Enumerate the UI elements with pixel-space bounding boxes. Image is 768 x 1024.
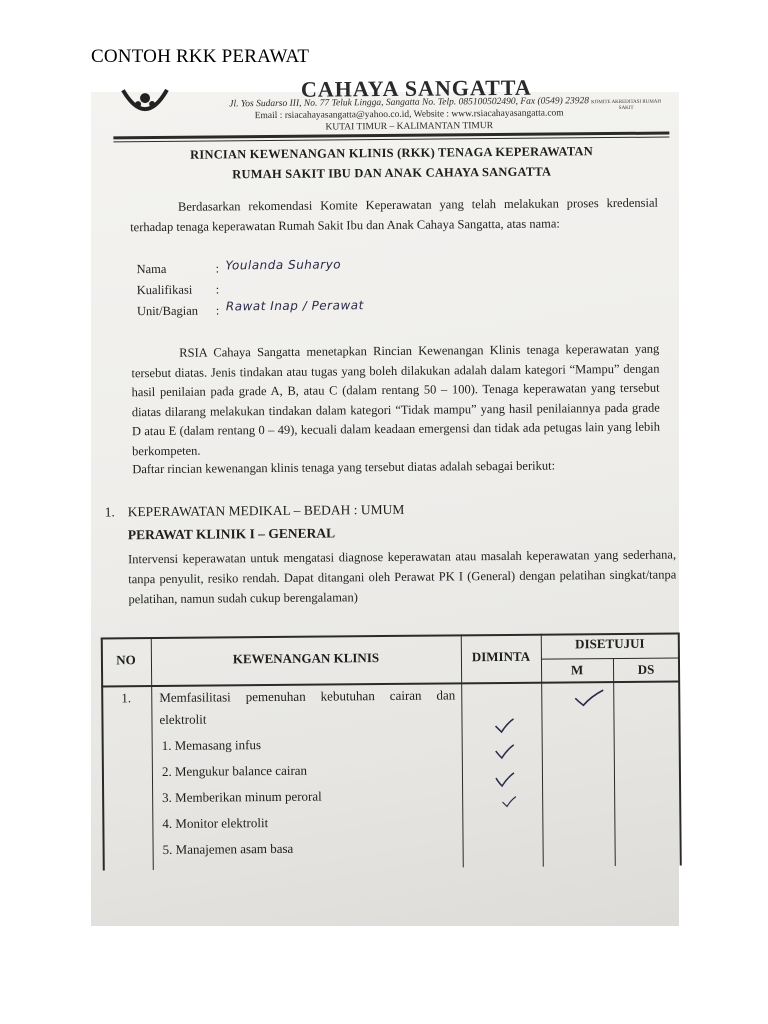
- accreditation-badge: KOMITE AKREDITASI RUMAH SAKIT: [591, 99, 662, 111]
- letterhead-address: Jl. Yos Sudarso III, No. 77 Teluk Lingga, Sangatta No. Telp. 085100502490, Fax (0549) 23928: [229, 96, 589, 110]
- table-col-divider-m: [613, 658, 616, 866]
- section-subtitle: PERAWAT KLINIK I – GENERAL: [127, 525, 336, 543]
- section-description: Intervensi keperawatan untuk mengatasi diagnose keperawatan atau masalah keperawatan yang sederhana, tanpa penyulit, resiko rendah. Dapat ditangani oleh Perawat PK I (General) dengan pelatihan singkat/tanpa pelatihan, namun sudah cukup berengalaman): [128, 547, 677, 607]
- table-col-divider-kewenangan: [461, 634, 464, 867]
- requested-check-icon-1: [493, 718, 515, 734]
- requested-check-icon-2: [494, 744, 516, 760]
- scanned-form-photo: [91, 74, 679, 926]
- unit-value: Rawat Inap / Perawat: [225, 298, 364, 314]
- requested-check-icon-4: [500, 796, 518, 808]
- intro-paragraph: Berdasarkan rekomendasi Komite Keperawatan yang telah melakukan proses kredensial terhadap tenaga keperawatan Rumah Sakit Ibu dan Anak Cahaya Sangatta, atas nama:: [130, 195, 659, 234]
- rkk-table: [101, 632, 681, 870]
- requested-check-icon-3: [494, 772, 516, 788]
- section-number: 1.: [104, 504, 115, 520]
- kualifikasi-label: Kualifikasi: [136, 282, 193, 298]
- unit-colon: :: [215, 303, 220, 318]
- row-item-1: 1. Memasang infus: [161, 737, 262, 753]
- header-disetujui: DISETUJUI: [575, 635, 645, 652]
- row-item-5: 5. Manajemen asam basa: [162, 840, 294, 857]
- section-title: KEPERAWATAN MEDIKAL – BEDAH : UMUM: [127, 501, 405, 520]
- letterhead-region: KUTAI TIMUR – KALIMANTAN TIMUR: [325, 121, 494, 133]
- row-item-2: 2. Mengukur balance cairan: [161, 762, 308, 779]
- table-header-line: [101, 680, 679, 687]
- table-border-left: [101, 637, 105, 870]
- approved-check-icon: [573, 688, 605, 708]
- nama-colon: :: [215, 261, 220, 276]
- header-diminta: DIMINTA: [471, 648, 531, 665]
- nama-label: Nama: [136, 261, 167, 277]
- header-no: NO: [116, 652, 136, 668]
- header-ds: DS: [637, 661, 655, 677]
- hospital-logo-icon: [119, 88, 171, 122]
- letterhead-name: CAHAYA SANGATTA: [300, 74, 532, 102]
- table-subheader-line: [541, 657, 679, 659]
- header-kewenangan: KEWENANGAN KLINIS: [232, 650, 380, 667]
- nama-value: Youlanda Suharyo: [225, 257, 342, 273]
- form-heading-line1: RINCIAN KEWENANGAN KLINIS (RKK) TENAGA KEPERAWATAN: [190, 144, 593, 162]
- form-paper: [91, 74, 686, 928]
- letterhead-email: Email : rsiacahayasangatta@yahoo.co.id, Website : www.rsiacahayasangatta.com: [254, 108, 564, 122]
- row-item-3: 3. Memberikan minum peroral: [162, 788, 322, 805]
- form-heading-line2: RUMAH SAKIT IBU DAN ANAK CAHAYA SANGATTA: [232, 164, 552, 182]
- row-title-line1: Memfasilitasi pemenuhan kebutuhan cairan dan: [159, 687, 456, 705]
- unit-label: Unit/Bagian: [136, 303, 199, 319]
- document-title: CONTOH RKK PERAWAT: [91, 46, 310, 67]
- table-col-divider-no: [151, 637, 154, 870]
- header-m: M: [570, 662, 584, 678]
- row-item-4: 4. Monitor elektrolit: [162, 815, 269, 831]
- kualifikasi-colon: :: [215, 282, 220, 297]
- body-paragraph: RSIA Cahaya Sangatta menetapkan Rincian Kewenangan Klinis tenaga keperawatan yang tersebut diatas. Jenis tindakan atau tugas yang boleh dilakukan adalah dalam kategori “Mampu” dengan hasil penilaian pada grade A, B, atau C (dalam rentang 50 – 100). Tenaga keperawatan yang tersebut diatas dilarang melakukan tindakan dalam kategori “Tidak mampu” yang hasil penilaiannya pada grade D atau E (dalam rentang 0 – 49), kecuali dalam keadaan emergensi dan tidak ada petugas lain yang lebih berkompeten.: [131, 341, 660, 458]
- row-title-line2: elektrolit: [159, 711, 207, 727]
- list-intro: Daftar rincian kewenangan klinis tenaga yang tersebut diatas adalah sebagai berikut:: [132, 458, 556, 477]
- row-number: 1.: [121, 690, 132, 706]
